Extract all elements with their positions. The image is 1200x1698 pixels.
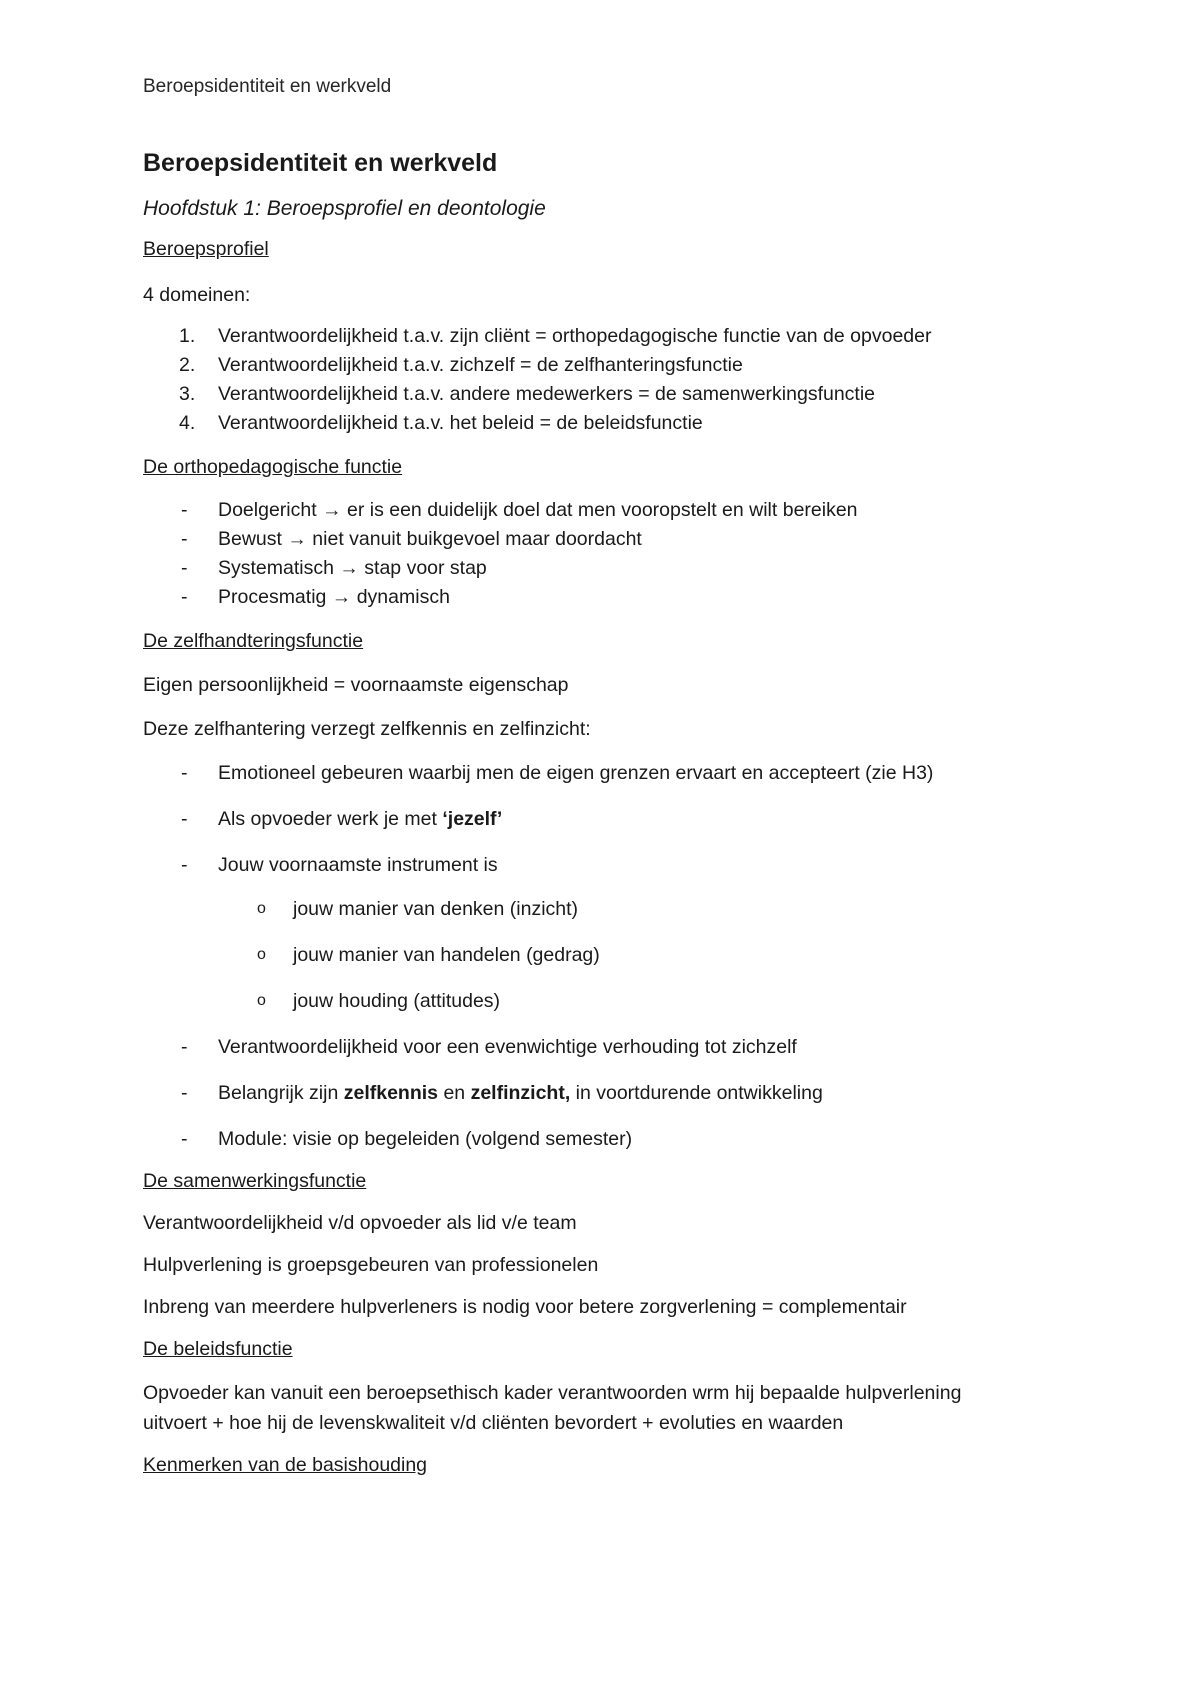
list-item-term: Procesmatig (218, 586, 332, 608)
dash-bullet: - (181, 854, 188, 876)
paragraph: Deze zelfhantering verzegt zelfkennis en zelfinzicht: (143, 718, 591, 740)
zelfhantering-list (143, 760, 1083, 878)
paragraph (143, 1378, 1083, 1438)
list-item-text: Verantwoordelijkheid t.a.v. andere medewerkers = de samenwerkingsfunctie (218, 383, 876, 405)
list-item-text: in voortdurende ontwikkeling (570, 1082, 823, 1104)
list-item (143, 852, 1083, 878)
dash-bullet: - (181, 808, 188, 830)
section-heading-orthopedagogisch: De orthopedagogische functie (143, 456, 403, 478)
list-item-term: Systematisch (218, 557, 340, 579)
section-heading-beroepsprofiel: Beroepsprofiel (143, 238, 269, 260)
sublist-item (143, 988, 1083, 1014)
list-item-text: Als opvoeder werk je met (218, 808, 443, 830)
section-heading-zelfhantering: De zelfhandteringsfunctie (143, 630, 364, 652)
list-item (143, 322, 1083, 351)
dash-bullet: - (181, 1036, 188, 1058)
paragraph: Verantwoordelijkheid v/d opvoeder als lid v/e team (143, 1212, 577, 1234)
paragraph: Hulpverlening is groepsgebeuren van professionelen (143, 1254, 599, 1276)
list-item (143, 409, 1083, 438)
emphasis-text: zelfkennis (343, 1082, 439, 1104)
paragraph-line: Opvoeder kan vanuit een beroepsethisch kader verantwoorden wrm hij bepaalde hulpverlening (143, 1382, 962, 1404)
list-item (143, 351, 1083, 380)
list-item (143, 554, 1083, 583)
dash-bullet: - (181, 528, 188, 550)
document-body (143, 146, 1083, 1478)
section-heading-samenwerking: De samenwerkingsfunctie (143, 1170, 367, 1192)
dash-bullet: - (181, 557, 188, 579)
chapter-heading: Hoofdstuk 1: Beroepsprofiel en deontologie (143, 197, 546, 220)
list-item-text: niet vanuit buikgevoel maar doordacht (306, 528, 642, 550)
list-item (143, 525, 1083, 554)
circle-bullet: o (257, 946, 266, 963)
list-item (143, 380, 1083, 409)
list-item-text: Verantwoordelijkheid voor een evenwichtige verhouding tot zichzelf (218, 1036, 797, 1058)
sublist-item-text: jouw manier van denken (inzicht) (293, 898, 579, 920)
list-item-text: Module: visie op begeleiden (volgend semester) (218, 1128, 633, 1150)
list-number: 4. (179, 412, 196, 434)
running-header: Beroepsidentiteit en werkveld (143, 76, 392, 97)
arrow-icon: → (287, 528, 307, 550)
section-heading-basishouding: Kenmerken van de basishouding (143, 1454, 428, 1476)
sublist-item-text: jouw manier van handelen (gedrag) (293, 944, 600, 966)
list-number: 3. (179, 383, 196, 405)
dash-bullet: - (181, 1082, 188, 1104)
emphasis-text: ‘jezelf’ (442, 808, 503, 830)
emphasis-text: zelfinzicht, (470, 1082, 571, 1104)
list-number: 2. (179, 354, 196, 376)
list-item-text: er is een duidelijk doel dat men vooropstelt en wilt bereiken (341, 499, 858, 521)
sublist-item (143, 942, 1083, 968)
dash-bullet: - (181, 1128, 188, 1150)
instrument-sublist (143, 896, 1083, 1014)
dash-bullet: - (181, 762, 188, 784)
arrow-icon: → (339, 557, 359, 579)
list-number: 1. (179, 325, 196, 347)
list-item (143, 1080, 1083, 1106)
list-item (143, 1126, 1083, 1152)
document-title: Beroepsidentiteit en werkveld (143, 149, 498, 177)
list-item-text: Verantwoordelijkheid t.a.v. het beleid = de beleidsfunctie (218, 412, 703, 434)
list-item-text: dynamisch (351, 586, 450, 608)
list-item-text: en (438, 1082, 471, 1104)
paragraph-line: uitvoert + hoe hij de levenskwaliteit v/d cliënten bevordert + evoluties en waarden (143, 1412, 844, 1434)
domains-list (143, 322, 1083, 438)
paragraph: Eigen persoonlijkheid = voornaamste eigenschap (143, 674, 569, 696)
orthopedagogisch-list (143, 496, 1083, 612)
circle-bullet: o (257, 992, 266, 1009)
sublist-item-text: jouw houding (attitudes) (293, 990, 501, 1012)
list-item-text: Belangrijk zijn (218, 1082, 344, 1104)
arrow-icon: → (331, 586, 352, 608)
sublist-item (143, 896, 1083, 922)
paragraph: Inbreng van meerdere hulpverleners is nodig voor betere zorgverlening = complementair (143, 1296, 907, 1318)
list-item-text: Jouw voornaamste instrument is (218, 854, 498, 876)
list-item (143, 806, 1083, 832)
list-item (143, 1034, 1083, 1060)
list-item (143, 583, 1083, 612)
section-heading-beleid: De beleidsfunctie (143, 1338, 293, 1360)
list-item-text: Verantwoordelijkheid t.a.v. zichzelf = de zelfhanteringsfunctie (218, 354, 743, 376)
list-item-term: Bewust (218, 528, 288, 550)
dash-bullet: - (181, 499, 188, 521)
list-item-term: Doelgericht (218, 499, 323, 521)
list-item-text: stap voor stap (358, 557, 487, 579)
list-item-text: Emotioneel gebeuren waarbij men de eigen grenzen ervaart en accepteert (zie H3) (218, 762, 934, 784)
domains-intro: 4 domeinen: (143, 284, 251, 306)
list-item (143, 760, 1083, 786)
list-item-text: Verantwoordelijkheid t.a.v. zijn cliënt = orthopedagogische functie van de opvoeder (218, 325, 932, 347)
dash-bullet: - (181, 586, 188, 608)
circle-bullet: o (257, 900, 266, 917)
zelfhantering-list-continued (143, 1034, 1083, 1152)
list-item (143, 496, 1083, 525)
arrow-icon: → (322, 499, 342, 521)
